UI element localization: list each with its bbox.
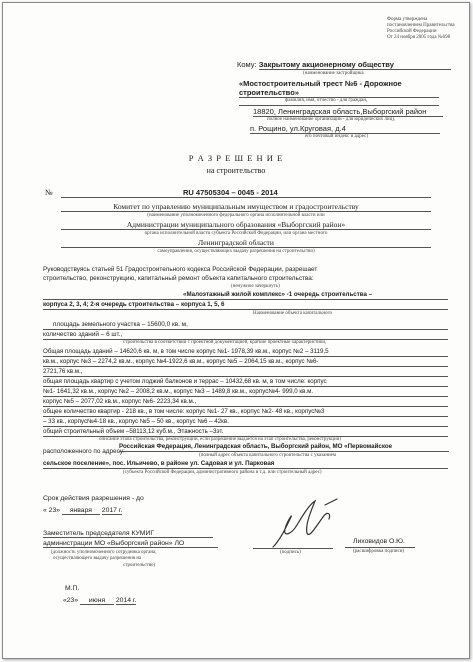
area-line7: №1- 1641,32 кв.м., корпус №2 – 2008,2 кв.м., корпус №3 – 1489,8 кв.м., корпус№4- 999,0 кв.м.	[43, 388, 314, 395]
sign-caption: (подпись)	[280, 550, 301, 555]
recipient-block	[237, 61, 451, 70]
area-line3: Общая площадь зданий – 14620,6 кв. м, в том числе корпус №1- 1978,39 кв.м., корпус №2 – 3119,5	[43, 348, 329, 355]
signer-position1: Заместитель председателя КУМИГ	[43, 530, 213, 538]
location-caption2: (субъекта Российской Федерации, административного района и т.д. или строительный адрес)	[123, 470, 322, 475]
handwritten-signature	[265, 495, 345, 555]
signature-month: июня	[80, 597, 114, 605]
area-line6: общая площадь квартир с учетом лоджий балконов и террас – 10432,68 кв. м, в том числе: корпус	[43, 378, 327, 385]
company-name-line1: «Мостостроительный трест №6 - Дорожное	[239, 79, 402, 88]
permit-number: RU 47505304 – 0045 - 2014	[183, 188, 278, 197]
number-label: №	[45, 188, 53, 197]
issuer-caption3: самоуправления, осуществляющих выдачу разрешения на строительство)	[157, 249, 315, 254]
strike-caption: (ненужное зачеркнуть)	[231, 284, 280, 289]
approval-note-line: постановлением Правительства	[387, 23, 455, 28]
area-line10: – 33 кв., корпус№4-18 кв., корпус №5 – 50 кв., корпус №6 – 42кв.	[43, 418, 229, 425]
address-caption: полное наименование организации - для юридических лиц),	[267, 117, 396, 122]
body-para1a: Руководствуясь статьей 51 Градостроительного кодекса Российской Федерации, разрешает	[43, 266, 318, 273]
validity-day: « 23»	[43, 507, 61, 514]
signature-day: «23»	[63, 597, 79, 604]
signature-year: 2014 г.	[115, 597, 137, 604]
body-para1b: строительство, реконструкцию, капитальный ремонт объекта капитального строительства:	[43, 275, 314, 282]
area-line5: 2721,76 кв.м.,	[43, 368, 83, 375]
object-line2: корпуса 2, 3, 4; 2-я очередь строительства – корпуса 1, 5, 6	[43, 301, 225, 308]
validity-label: Срок действия разрешения - до	[43, 495, 144, 502]
area-line9: общее количество квартир - 218 кв., в том числе: корпус №1- 27 кв., корпус №2- 48 кв., корпус№3	[43, 408, 325, 415]
company-caption: фамилия, имя, отчество - для граждан,	[285, 98, 368, 103]
location-line1: Российская Федерация, Ленинградская область, Выборгский район, МО «Первомайское	[119, 443, 393, 450]
validity-month: января	[62, 507, 100, 515]
validity-date	[43, 507, 122, 515]
recipient-name: Закрытому акционерному обществу	[259, 61, 451, 70]
area-caption: строительства в соответствии с проектной документацией, краткие проектные характеристики,	[123, 340, 327, 345]
buildings-count: количество зданий – 6 шт.,	[43, 331, 123, 338]
document-page	[2, 2, 470, 659]
name-caption: (расшифровка подписи)	[353, 549, 405, 554]
issuer-line3: Ленинградской области	[198, 238, 274, 247]
company-name-line2: строительство»	[239, 88, 439, 98]
approval-note-line: Форма утверждена	[387, 17, 428, 22]
area-line11: общий строительный объем –58113,12 куб.м., Этажность –3эт.	[43, 428, 224, 435]
position-caption1: (должность уполномоченного сотрудника органа,	[51, 550, 157, 555]
approval-note	[387, 17, 455, 41]
issuer-caption2: органа исполнительной власти субъекта Российской Федерации, или органа местного	[144, 231, 328, 236]
object-line1: «Малоэтажный жилой комплекс» -1 очередь строительства –	[183, 291, 373, 298]
validity-year: 2017 г.	[101, 507, 123, 514]
stamp-place: М.П.	[65, 585, 80, 592]
approval-note-line: От 24 ноября 2005 года №698	[387, 35, 451, 40]
to-label: Кому:	[237, 60, 257, 69]
signature-date	[63, 597, 136, 605]
document-title: Р А З Р Е Ш Е Н И Е	[188, 153, 284, 163]
area-caption2: описание этапа строительства, реконструкции, если разрешение выдается на этап строительства, реконструкции)	[99, 437, 341, 442]
approval-note-line: Российской Федерации	[387, 29, 437, 34]
signer-name: Лиховидов О.Ю.	[353, 538, 405, 545]
address-line2: п. Рощино, ул.Круговая, д.4	[250, 124, 440, 134]
issuer-line2: Администрации муниципального образования «Выборгский район»	[126, 220, 346, 229]
location-label: расположенного по адресу:	[43, 448, 125, 455]
recipient-caption: (наименование застройщика	[303, 71, 364, 76]
location-caption: (полный адрес объекта капитального строительства с указанием	[199, 453, 337, 458]
address-line1: 18820, Ленинградская область,Выборгский район	[253, 107, 443, 117]
object-caption: Наименование объекта капитального	[253, 311, 332, 316]
issuer-caption1: (наименование уполномоченного федерального органа исполнительной власти или	[147, 213, 325, 218]
location-line2: сельское поселение», пос. Ильичево, в районе ул. Садовая и ул. Парковая	[43, 460, 275, 467]
document-subtitle: на строительство	[206, 166, 266, 175]
position-caption3: строительство)	[123, 563, 156, 568]
issuer-line1: Комитет по управлению муниципальным имуществом и градостроительству	[113, 202, 359, 211]
position-caption2: осуществляющего выдачу разрешения на	[53, 556, 142, 561]
signer-position2: администрации МО «Выборгский район» ЛО	[43, 540, 218, 548]
area-line4: кв.м., корпус №3 – 2274,2 кв.м., корпус №4-1922,6 кв.м., корпус №5 – 2064,15 кв.м., корпус №6-	[43, 358, 319, 365]
land-area: площадь земельного участка – 15600,0 кв. м,	[53, 321, 188, 328]
address-caption2: его почтовый индекс и адрес)	[305, 134, 369, 139]
area-line8: корпус №5 – 2077,02 кв.м., корпус №6- 2223,34 кв.м.,	[43, 398, 197, 405]
